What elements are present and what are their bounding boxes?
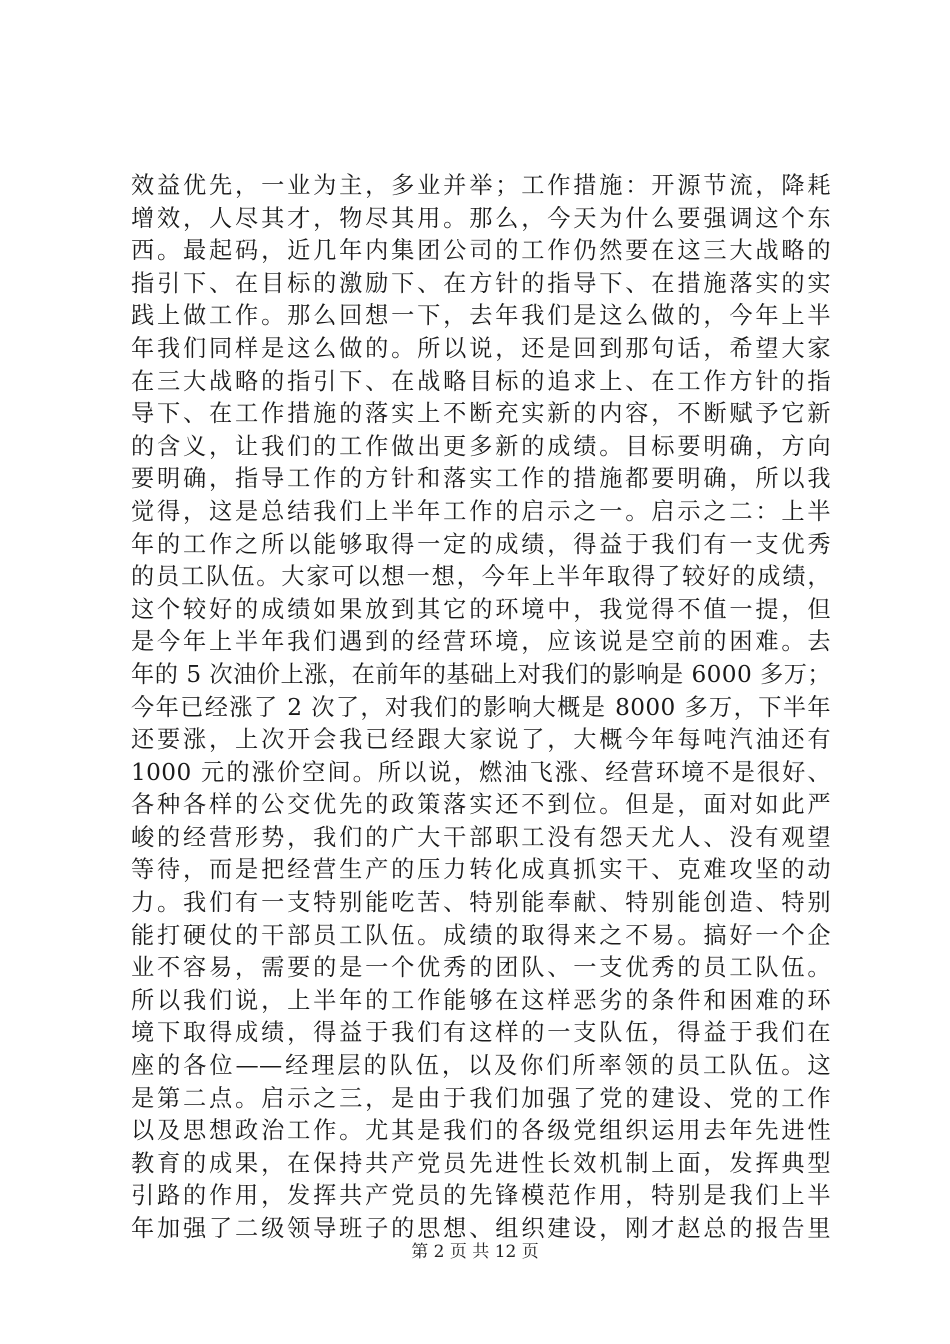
- text-line: 是第二点。启示之三，是由于我们加强了党的建设、党的工作: [131, 1084, 831, 1112]
- page-footer: 第 2 页 共 12 页: [411, 1242, 539, 1262]
- text-line: 今年已经涨了 2 次了，对我们的影响大概是 8000 多万，下半年: [131, 693, 831, 721]
- text-line: 所以我们说，上半年的工作能够在这样恶劣的条件和困难的环: [131, 986, 831, 1014]
- text-line: 年的工作之所以能够取得一定的成绩，得益于我们有一支优秀: [131, 530, 831, 558]
- text-line: 年的 5 次油价上涨，在前年的基础上对我们的影响是 6000 多万；: [131, 660, 831, 688]
- text-line: 效益优先，一业为主，多业并举；工作措施：开源节流，降耗: [131, 172, 831, 199]
- text-line: 座的各位——经理层的队伍，以及你们所率领的员工队伍。这: [131, 1052, 831, 1080]
- text-line: 引路的作用，发挥共产党员的先锋模范作用，特别是我们上半: [131, 1182, 831, 1210]
- text-line: 导下、在工作措施的落实上不断充实新的内容，不断赋予它新: [131, 400, 831, 428]
- text-line: 能打硬仗的干部员工队伍。成绩的取得来之不易。搞好一个企: [131, 921, 831, 949]
- text-line: 在三大战略的指引下、在战略目标的追求上、在工作方针的指: [131, 367, 831, 395]
- text-line: 要明确，指导工作的方针和落实工作的措施都要明确，所以我: [131, 465, 831, 493]
- text-line: 这个较好的成绩如果放到其它的环境中，我觉得不值一提，但: [131, 595, 831, 623]
- text-line: 各种各样的公交优先的政策落实还不到位。但是，面对如此严: [131, 791, 831, 819]
- text-line: 还要涨，上次开会我已经跟大家说了，大概今年每吨汽油还有: [131, 726, 831, 754]
- text-line: 的员工队伍。大家可以想一想，今年上半年取得了较好的成绩，: [131, 563, 831, 591]
- body-text: [131, 170, 831, 1246]
- text-line: 峻的经营形势，我们的广大干部职工没有怨天尤人、没有观望: [131, 823, 831, 851]
- text-line: 增效，人尽其才，物尽其用。那么，今天为什么要强调这个东: [131, 204, 831, 232]
- text-line: 以及思想政治工作。尤其是我们的各级党组织运用去年先进性: [131, 1117, 831, 1145]
- text-line: 等待，而是把经营生产的压力转化成真抓实干、克难攻坚的动: [131, 856, 831, 884]
- text-line: 西。最起码，近几年内集团公司的工作仍然要在这三大战略的: [131, 237, 831, 265]
- text-line: 的含义，让我们的工作做出更多新的成绩。目标要明确，方向: [131, 432, 831, 460]
- text-line: 力。我们有一支特别能吃苦、特别能奉献、特别能创造、特别: [131, 889, 831, 917]
- text-line: 年我们同样是这么做的。所以说，还是回到那句话，希望大家: [131, 334, 831, 362]
- text-line: 年加强了二级领导班子的思想、组织建设，刚才赵总的报告里: [131, 1215, 831, 1242]
- text-line: 业不容易，需要的是一个优秀的团队、一支优秀的员工队伍。: [131, 954, 831, 982]
- text-line: 教育的成果，在保持共产党员先进性长效机制上面，发挥典型: [131, 1149, 831, 1177]
- text-line: 境下取得成绩，得益于我们有这样的一支队伍，得益于我们在: [131, 1019, 831, 1047]
- text-line: 觉得，这是总结我们上半年工作的启示之一。启示之二：上半: [131, 497, 831, 525]
- text-line: 指引下、在目标的激励下、在方针的指导下、在措施落实的实: [131, 269, 831, 297]
- text-line: 1000 元的涨价空间。所以说，燃油飞涨、经营环境不是很好、: [131, 758, 831, 786]
- text-line: 践上做工作。那么回想一下，去年我们是这么做的，今年上半: [131, 302, 831, 330]
- text-line: 是今年上半年我们遇到的经营环境，应该说是空前的困难。去: [131, 628, 831, 656]
